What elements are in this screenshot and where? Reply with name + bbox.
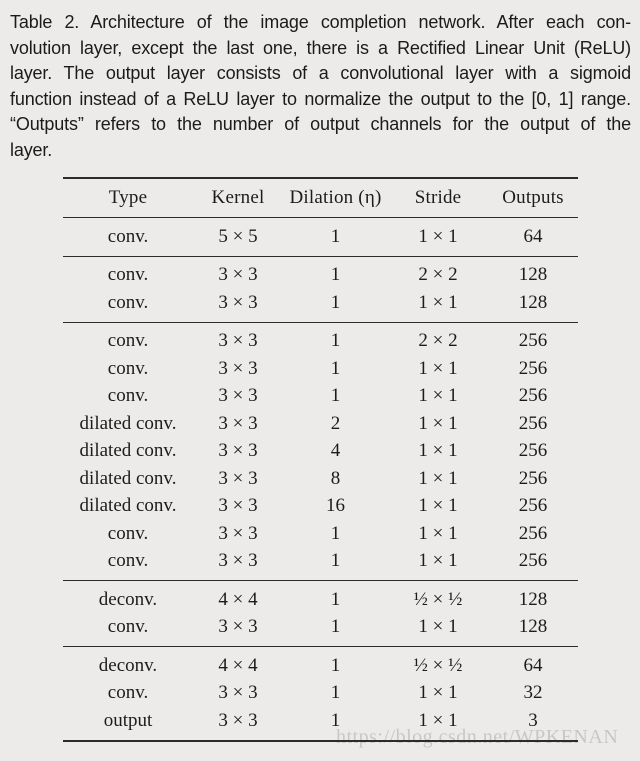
table-cell: conv.: [107, 264, 149, 286]
table-section: [63, 322, 578, 581]
caption-line: “Outputs” refers to the number of output channels for the output of the: [10, 114, 631, 134]
table-cell: dilated conv.: [79, 440, 177, 462]
table-cell: 2 × 2: [418, 264, 458, 286]
table-cell: conv.: [107, 550, 149, 572]
table-cell: ½ × ½: [413, 654, 463, 676]
table-cell: 1: [330, 385, 341, 407]
table-cell: ½ × ½: [413, 588, 463, 610]
table-cell: 1 × 1: [418, 385, 458, 407]
table-cell: 3 × 3: [218, 291, 258, 313]
table-cell: 1: [330, 225, 341, 247]
table-cell: 1 × 1: [418, 495, 458, 517]
table-cell: 1: [330, 588, 341, 610]
table-cell: deconv.: [98, 588, 158, 610]
table-cell: 128: [518, 588, 548, 610]
table-cell: 3 × 3: [218, 495, 258, 517]
table-cell: 256: [518, 330, 548, 352]
column-header: Kernel: [211, 187, 265, 208]
table-cell: 1: [330, 264, 341, 286]
table-row: [63, 680, 578, 708]
table-row: [63, 586, 578, 614]
table-cell: 3: [528, 709, 538, 731]
column-header: Type: [108, 187, 148, 208]
table-row: [63, 548, 578, 576]
table-cell: 1: [330, 291, 341, 313]
table-cell: conv.: [107, 616, 149, 638]
table-cell: 256: [518, 467, 548, 489]
table-cell: 3 × 3: [218, 709, 258, 731]
table-cell: conv.: [107, 291, 149, 313]
table-cell: 256: [518, 357, 548, 379]
table-cell: conv.: [107, 682, 149, 704]
table-row: [63, 520, 578, 548]
table-cell: conv.: [107, 357, 149, 379]
table-row: [63, 328, 578, 356]
table-cell: 256: [518, 495, 548, 517]
table-cell: 4: [330, 440, 341, 462]
caption-line: layer.: [10, 139, 53, 160]
table-row: [63, 410, 578, 438]
table-cell: 3 × 3: [218, 412, 258, 434]
table-cell: 256: [518, 522, 548, 544]
table-cell: 1 × 1: [418, 225, 458, 247]
table-cell: output: [103, 709, 153, 731]
table-cell: 1 × 1: [418, 682, 458, 704]
table-cell: 128: [518, 264, 548, 286]
column-header: Dilation (η): [289, 187, 382, 208]
table-cell: 256: [518, 440, 548, 462]
table-row: [63, 262, 578, 290]
table-cell: 4 × 4: [218, 588, 258, 610]
table-row: [63, 614, 578, 642]
table-row: [63, 289, 578, 317]
caption-line: function instead of a ReLU layer to normalize the output to the [0, 1] range.: [10, 88, 631, 109]
table-cell: 1: [330, 330, 341, 352]
table-cell: 2 × 2: [418, 330, 458, 352]
table-section: [63, 580, 578, 646]
table-row: [63, 223, 578, 251]
table-cell: 1: [330, 682, 341, 704]
table-cell: 1: [330, 522, 341, 544]
table-header-row: [63, 179, 578, 217]
table-cell: 1 × 1: [418, 616, 458, 638]
table-cell: 32: [523, 682, 543, 704]
table-cell: 128: [518, 616, 548, 638]
table-cell: 4 × 4: [218, 654, 258, 676]
table-cell: 3 × 3: [218, 550, 258, 572]
table-cell: 5 × 5: [218, 225, 258, 247]
table-row: [63, 493, 578, 521]
table-cell: dilated conv.: [79, 467, 177, 489]
caption-line: layer. The output layer consists of a convolutional layer with a sigmoid: [10, 63, 631, 83]
table-cell: 1 × 1: [418, 440, 458, 462]
table-cell: 1 × 1: [418, 412, 458, 434]
table-caption: [10, 10, 631, 163]
table-cell: 1 × 1: [418, 522, 458, 544]
table-cell: 3 × 3: [218, 264, 258, 286]
table-cell: 1 × 1: [418, 550, 458, 572]
table-cell: 1 × 1: [418, 467, 458, 489]
table-cell: 1: [330, 550, 341, 572]
table-cell: dilated conv.: [79, 495, 177, 517]
table-cell: 3 × 3: [218, 616, 258, 638]
table-cell: 3 × 3: [218, 522, 258, 544]
table-cell: 64: [523, 225, 543, 247]
table-cell: 1: [330, 357, 341, 379]
table-cell: 3 × 3: [218, 440, 258, 462]
table-row: [63, 707, 578, 735]
table-section: [63, 217, 578, 256]
table-cell: 3 × 3: [218, 467, 258, 489]
table-cell: 3 × 3: [218, 385, 258, 407]
table-cell: 1 × 1: [418, 709, 458, 731]
table-row: [63, 355, 578, 383]
table-cell: conv.: [107, 522, 149, 544]
table-section: [63, 646, 578, 740]
table-cell: dilated conv.: [79, 412, 177, 434]
table-row: [63, 383, 578, 411]
table-row: [63, 652, 578, 680]
caption-line: Table 2. Architecture of the image completion network. After each con-: [10, 12, 631, 32]
table-cell: 8: [330, 467, 341, 489]
table-cell: 3 × 3: [218, 682, 258, 704]
table-cell: 64: [523, 654, 543, 676]
table-cell: 1: [330, 709, 341, 731]
column-header: Stride: [414, 187, 462, 208]
table-cell: 128: [518, 291, 548, 313]
table-cell: 1: [330, 616, 341, 638]
column-header: Outputs: [502, 187, 564, 208]
watermark-url: https://blog.csdn.net/WPKENAN: [336, 726, 619, 748]
table-cell: 3 × 3: [218, 330, 258, 352]
table-cell: 3 × 3: [218, 357, 258, 379]
table-cell: 256: [518, 550, 548, 572]
table-cell: 1: [330, 654, 341, 676]
table-cell: conv.: [107, 385, 149, 407]
table-cell: 16: [326, 495, 345, 517]
table-cell: conv.: [107, 225, 149, 247]
table-cell: 2: [330, 412, 341, 434]
table-row: [63, 465, 578, 493]
table-cell: deconv.: [98, 654, 158, 676]
table-cell: 1 × 1: [418, 357, 458, 379]
table-cell: conv.: [107, 330, 149, 352]
architecture-table: [63, 177, 578, 742]
table-body: [63, 217, 578, 740]
table-cell: 1 × 1: [418, 291, 458, 313]
table-cell: 256: [518, 385, 548, 407]
caption-line: volution layer, except the last one, there is a Rectified Linear Unit (ReLU): [10, 37, 631, 58]
table-row: [63, 438, 578, 466]
table-section: [63, 256, 578, 322]
table-cell: 256: [518, 412, 548, 434]
